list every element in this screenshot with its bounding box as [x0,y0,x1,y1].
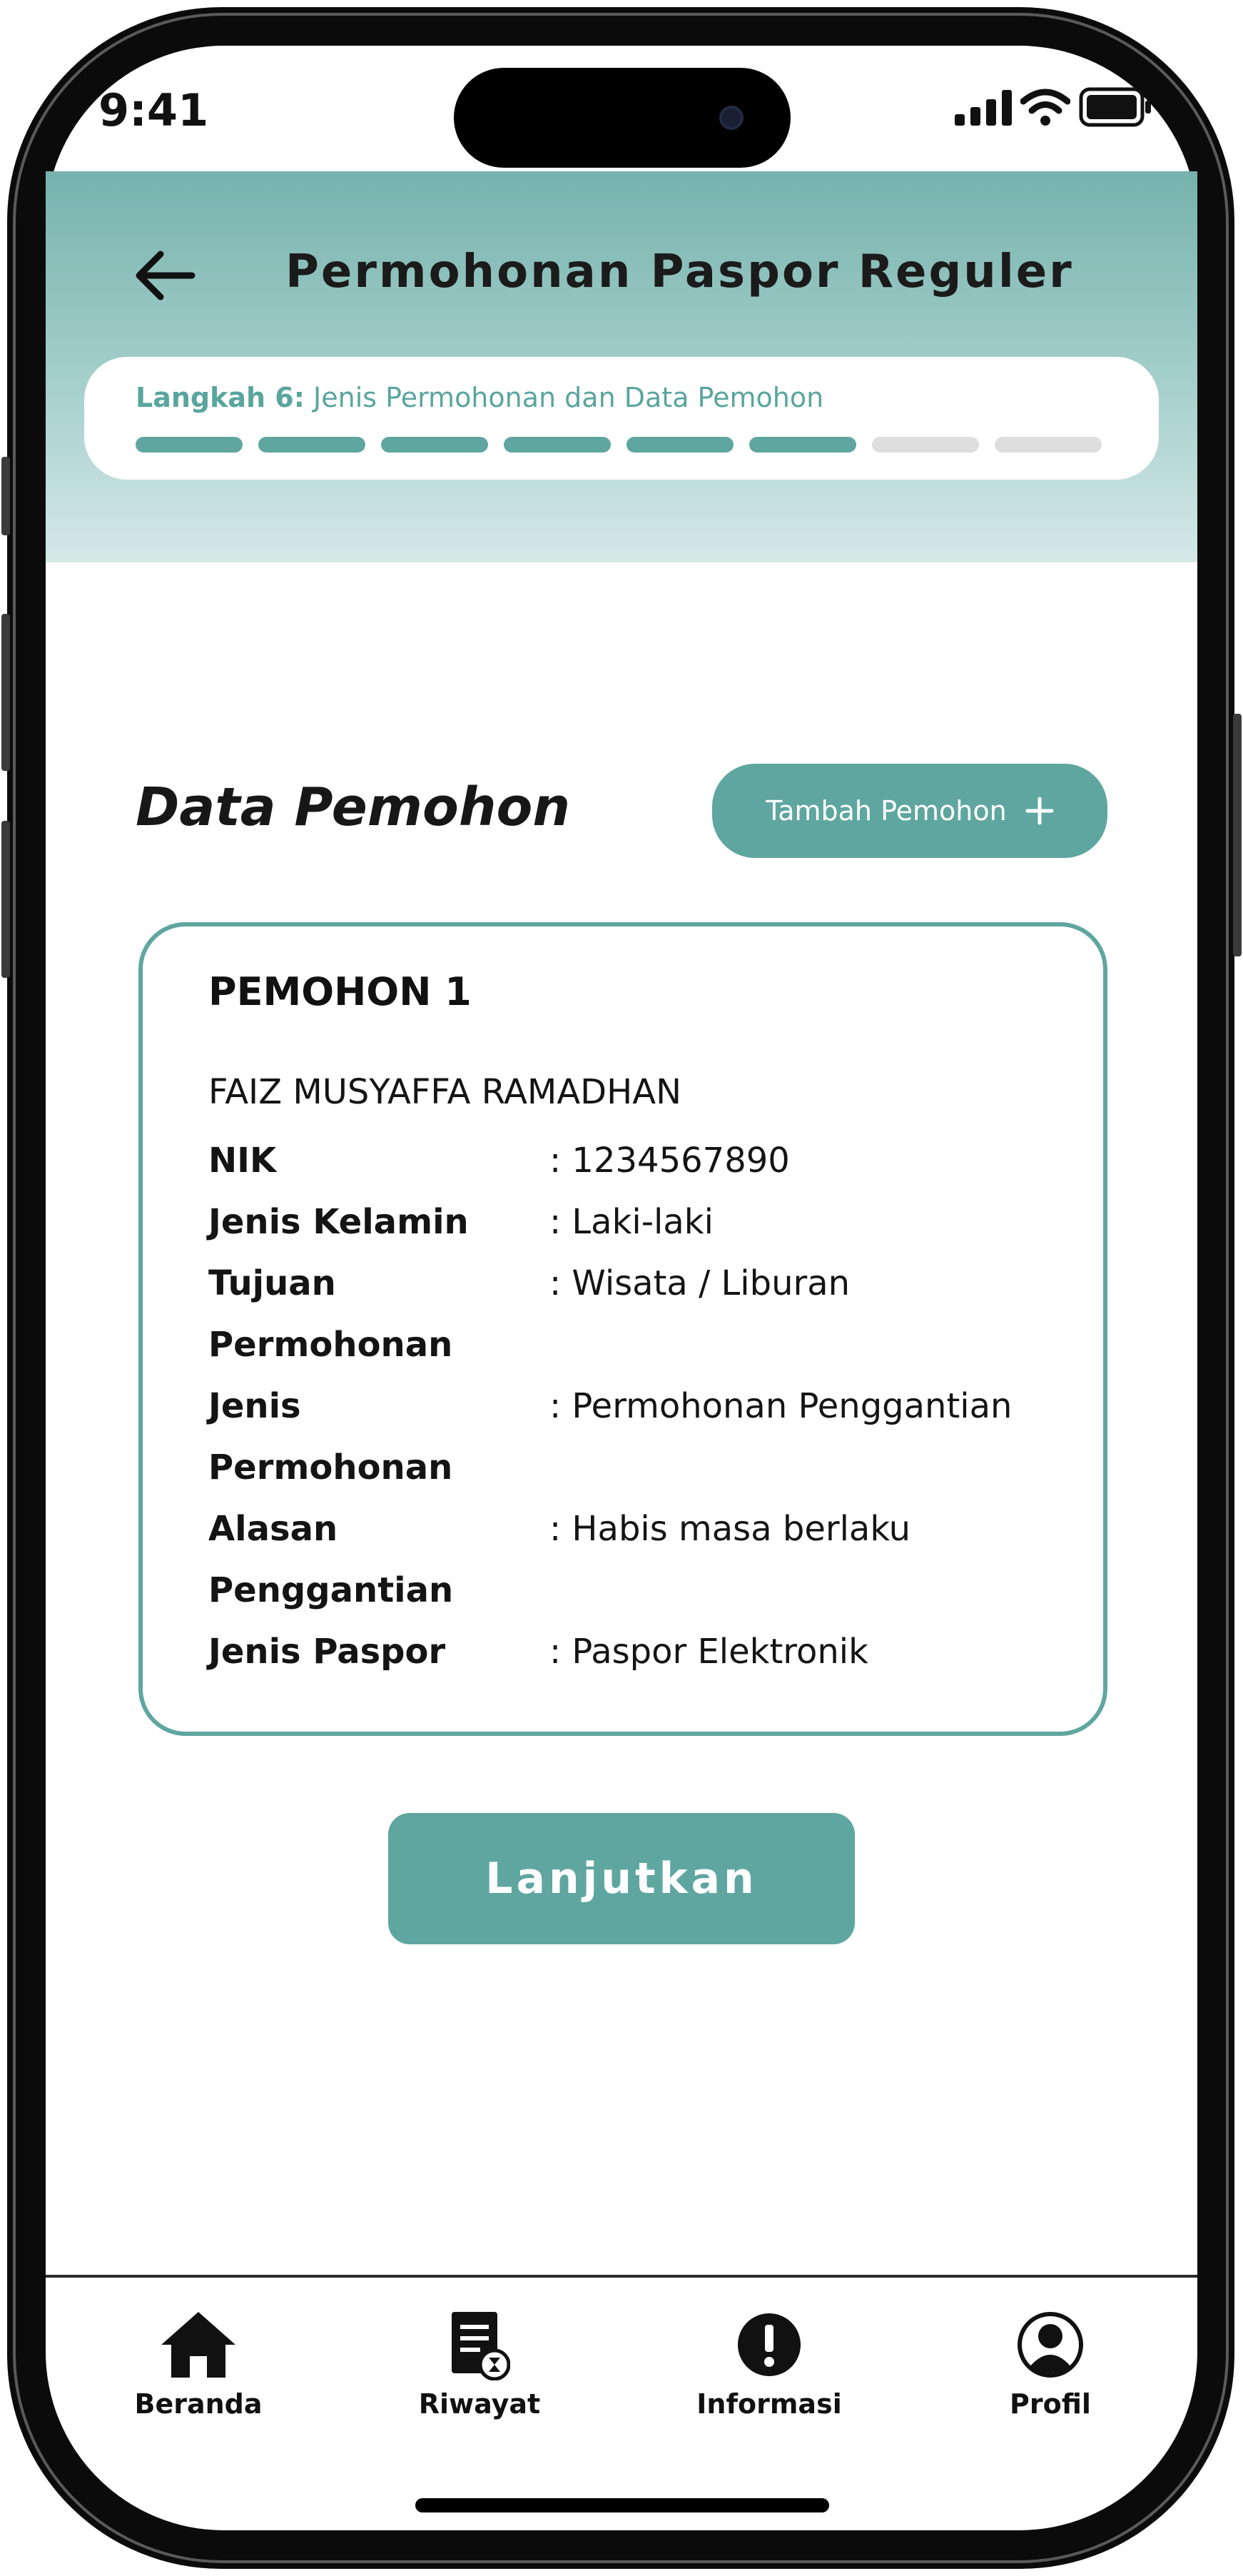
field-value-application-type: : Permohonan Penggantian [549,1386,1013,1426]
nav-label-informasi: Informasi [696,2388,842,2420]
applicant-heading: PEMOHON 1 [208,969,472,1014]
arrow-left-icon [132,248,196,303]
field-label-purpose: Tujuan [208,1263,336,1303]
field-label-gender: Jenis Kelamin [208,1202,469,1242]
nav-item-profil[interactable] [965,2305,1136,2434]
side-button-power [1233,714,1242,956]
signal-icon [955,90,1015,126]
progress-step-5 [626,437,734,453]
nav-label-beranda: Beranda [134,2388,263,2420]
progress-step-8 [995,437,1102,453]
progress-card [84,357,1159,480]
field-label-passport-type: Jenis Paspor [208,1632,446,1672]
field-label-replacement-reason: Alasan [208,1509,338,1549]
progress-step-1 [136,437,243,453]
progress-step-3 [381,437,488,453]
field-value-purpose: : Wisata / Liburan [549,1263,851,1303]
page-title: Permohonan Paspor Reguler [285,246,1074,298]
progress-step-6 [749,437,856,453]
add-applicant-button[interactable] [712,764,1107,858]
field-label-application-type: Jenis [208,1386,301,1426]
info-icon [735,2310,803,2379]
status-time: 9:41 [98,84,209,136]
nav-item-informasi[interactable] [684,2305,855,2434]
field-label-application-type-cont: Permohonan [208,1448,453,1487]
side-button-volume-down [1,821,10,978]
profile-icon [1016,2310,1085,2379]
section-title: Data Pemohon [136,777,571,838]
field-value-passport-type: : Paspor Elektronik [549,1632,868,1672]
nav-divider [46,2275,1197,2278]
history-icon [449,2309,510,2380]
field-value-gender: : Laki-laki [549,1202,714,1242]
side-button-volume-up [1,614,10,771]
wifi-icon [1020,89,1070,127]
add-applicant-label: Tambah Pemohon [766,795,1007,827]
plus-icon [1025,797,1054,825]
nav-label-profil: Profil [1010,2388,1091,2420]
step-prefix: Langkah 6: [136,382,305,413]
step-label [136,382,823,413]
nav-label-riwayat: Riwayat [418,2388,541,2420]
battery-icon [1079,87,1153,127]
field-value-replacement-reason: : Habis masa berlaku [549,1509,911,1549]
progress-step-7 [872,437,979,453]
camera-icon [719,106,744,130]
applicant-name: FAIZ MUSYAFFA RAMADHAN [208,1072,681,1112]
step-description: Jenis Permohonan dan Data Pemohon [313,382,824,413]
home-indicator [415,2498,829,2512]
field-label-purpose-cont: Permohonan [208,1325,453,1365]
progress-step-2 [258,437,365,453]
progress-step-4 [504,437,611,453]
nav-item-riwayat[interactable] [394,2305,565,2434]
field-value-nik: : 1234567890 [549,1141,790,1181]
field-label-replacement-reason-cont: Penggantian [208,1570,454,1610]
nav-item-beranda[interactable] [113,2305,284,2434]
continue-button[interactable]: Lanjutkan [388,1813,855,1944]
home-icon [158,2309,238,2380]
field-label-nik: NIK [208,1141,277,1181]
side-button-mute [1,457,10,535]
back-button[interactable] [128,240,200,311]
